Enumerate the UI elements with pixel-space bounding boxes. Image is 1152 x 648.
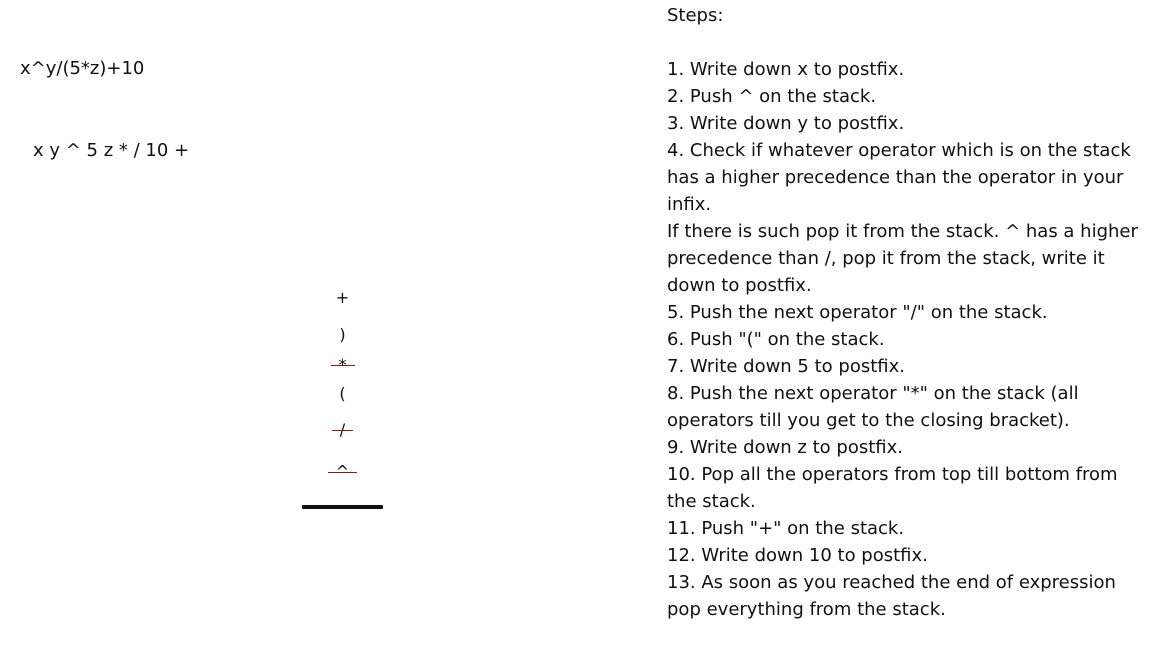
step-line: 8. Push the next operator "*" on the stack (all xyxy=(667,383,1079,404)
stack-symbol: * xyxy=(331,355,355,375)
step-line: 11. Push "+" on the stack. xyxy=(667,518,905,539)
steps-title: Steps: xyxy=(667,5,724,26)
operator-stack xyxy=(302,0,383,648)
step-line: pop everything from the stack. xyxy=(667,599,946,620)
step-line: 9. Write down z to postfix. xyxy=(667,437,903,458)
stack-item-popped xyxy=(302,355,383,375)
step-line: operators till you get to the closing bracket). xyxy=(667,410,1070,431)
step-line: 4. Check if whatever operator which is on the stack xyxy=(667,140,1131,161)
postfix-expression: x y ^ 5 z * / 10 + xyxy=(33,140,190,161)
stack-symbol: ( xyxy=(339,384,346,403)
step-line: 12. Write down 10 to postfix. xyxy=(667,545,928,566)
stack-symbol: / xyxy=(332,420,353,440)
step-line: 5. Push the next operator "/" on the stack. xyxy=(667,302,1048,323)
step-line: 6. Push "(" on the stack. xyxy=(667,329,885,350)
step-line: the stack. xyxy=(667,491,756,512)
infix-expression: x^y/(5*z)+10 xyxy=(20,58,145,79)
step-line: down to postfix. xyxy=(667,275,812,296)
step-line: 10. Pop all the operators from top till bottom from xyxy=(667,464,1118,485)
stack-item xyxy=(302,325,383,345)
step-line: has a higher precedence than the operator in your xyxy=(667,167,1124,188)
stack-item-popped xyxy=(302,420,383,440)
step-line: 7. Write down 5 to postfix. xyxy=(667,356,905,377)
step-line: 1. Write down x to postfix. xyxy=(667,59,905,80)
stack-item-popped xyxy=(302,462,383,482)
stack-item xyxy=(302,384,383,404)
steps-list xyxy=(667,56,1137,623)
step-line: infix. xyxy=(667,194,712,215)
step-line: If there is such pop it from the stack. ^ has a higher xyxy=(667,221,1138,242)
step-line: 13. As soon as you reached the end of expression xyxy=(667,572,1116,593)
step-line: precedence than /, pop it from the stack, write it xyxy=(667,248,1105,269)
stack-symbol: + xyxy=(335,288,350,307)
stack-symbol: ) xyxy=(339,325,346,344)
step-line: 3. Write down y to postfix. xyxy=(667,113,905,134)
step-line: 2. Push ^ on the stack. xyxy=(667,86,877,107)
stack-base-line xyxy=(302,505,383,509)
stack-symbol: ^ xyxy=(328,462,357,482)
stack-item xyxy=(302,288,383,308)
